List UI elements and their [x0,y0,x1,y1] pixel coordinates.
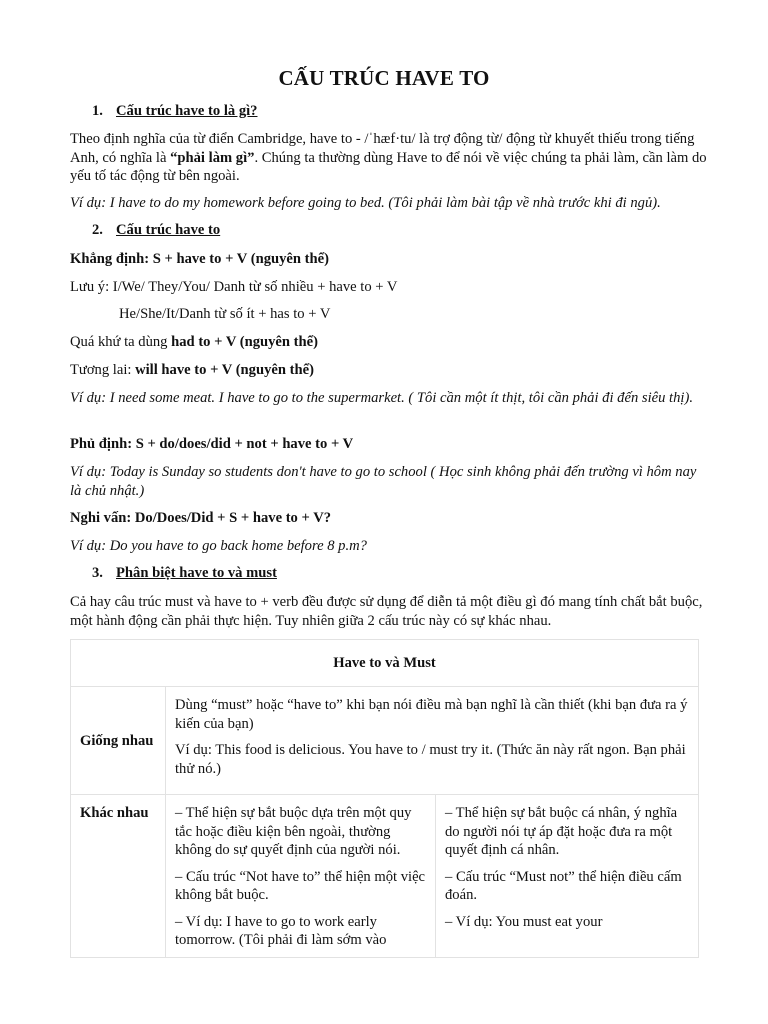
comparison-intro: Cả hay câu trúc must và have to + verb đều được sử dụng để diễn tả một điều gì đó mang tính chất bắt buộc, một hành động cần phải thực hiện. Tuy nhiên giữa 2 cấu trúc này có sự khác nhau. [70,594,703,629]
section-heading-2 [92,222,220,239]
page-title: CẤU TRÚC HAVE TO [278,66,490,90]
affirmative-structure: Khẳng định: S + have to + V (nguyên thể) [70,251,329,267]
similar-content-cell [166,687,699,795]
have-to-point: – Thể hiện sự bắt buộc dựa trên một quy tắc hoặc điều kiện bên ngoài, thường không do sự quyết định của người nói. [175,805,412,858]
section-heading-text: Cấu trúc have to [116,222,221,238]
row-label: Khác nhau [80,805,149,821]
section-heading-text: Cấu trúc have to là gì? [116,103,258,119]
row-label-cell [71,687,166,795]
past-tense-label: Quá khứ ta dùng [70,334,172,350]
table-row-similar [71,687,699,795]
have-to-point: – Ví dụ: I have to go to work early tomorrow. (Tôi phải đi làm sớm vào [175,913,387,948]
example-4: Ví dụ: Do you have to go back home before 8 p.m? [70,538,367,554]
table-header-row [71,640,699,687]
future-tense-line [70,361,710,380]
have-to-point: – Cấu trúc “Not have to” thể hiện một việc không bắt buộc. [175,868,426,903]
section-heading-1 [92,103,257,120]
past-tense-line [70,333,710,352]
past-tense-structure: had to + V (nguyên thể) [171,334,318,350]
section-number: 3. [92,565,103,581]
example-3: Ví dụ: Today is Sunday so students don't have to go to school ( Học sinh không phải đến trường vì hôm nay là chủ nhật.) [70,464,697,499]
must-point: – Ví dụ: You must eat your [445,913,603,930]
future-tense-label: Tương lai: [70,362,136,378]
comparison-table [70,639,699,958]
section-number: 2. [92,222,103,238]
table-row-different [71,795,699,958]
must-point: – Cấu trúc “Must not” thể hiện điều cấm đoán. [445,868,682,903]
definition-text: Theo định nghĩa của từ điển Cambridge, have to - /ˈhæf·tu/ là trợ động từ/ động từ khuyết thiếu trong tiếng Anh, có nghĩa là [70,131,695,166]
example-1: Ví dụ: I have to do my homework before going to bed. (Tôi phải làm bài tập về nhà trước khi đi ngủ). [70,195,661,211]
similar-description: Dùng “must” hoặc “have to” khi bạn nói điều mà bạn nghĩ là cần thiết (khi bạn đưa ra ý kiến của bạn) [175,697,688,732]
must-cell [436,795,699,958]
note-singular: He/She/It/Danh từ số ít + has to + V [119,306,331,322]
definition-meaning: “phải làm gì” [170,149,255,166]
section-heading-3 [92,565,277,582]
note-plural: Lưu ý: I/We/ They/You/ Danh từ số nhiều + have to + V [70,279,398,295]
section-heading-text: Phân biệt have to và must [116,565,277,581]
future-tense-structure: will have to + V (nguyên thể) [135,362,314,378]
table-header: Have to và Must [71,640,699,687]
row-label-cell [71,795,166,958]
section-number: 1. [92,103,103,119]
definition-paragraph [70,130,710,186]
row-label: Giống nhau [80,732,154,749]
have-to-cell [166,795,436,958]
similar-example: Ví dụ: This food is delicious. You have to / must try it. (Thức ăn này rất ngon. Bạn phải thử nó.) [175,742,686,777]
must-point: – Thể hiện sự bắt buộc cá nhân, ý nghĩa do người nói tự áp đặt hoặc đưa ra một quyết định cá nhân. [445,805,678,858]
question-structure: Nghi vấn: Do/Does/Did + S + have to + V? [70,510,332,526]
negative-structure: Phủ định: S + do/does/did + not + have to + V [70,436,354,452]
example-2: Ví dụ: I need some meat. I have to go to the supermarket. ( Tôi cần một ít thịt, tôi cần phải đi đến siêu thị). [70,390,693,406]
definition-text-end: . Chúng ta thường dùng Have to để nói về việc chúng ta phải làm, cần làm do yếu tố tác động từ bên ngoài. [70,149,707,184]
